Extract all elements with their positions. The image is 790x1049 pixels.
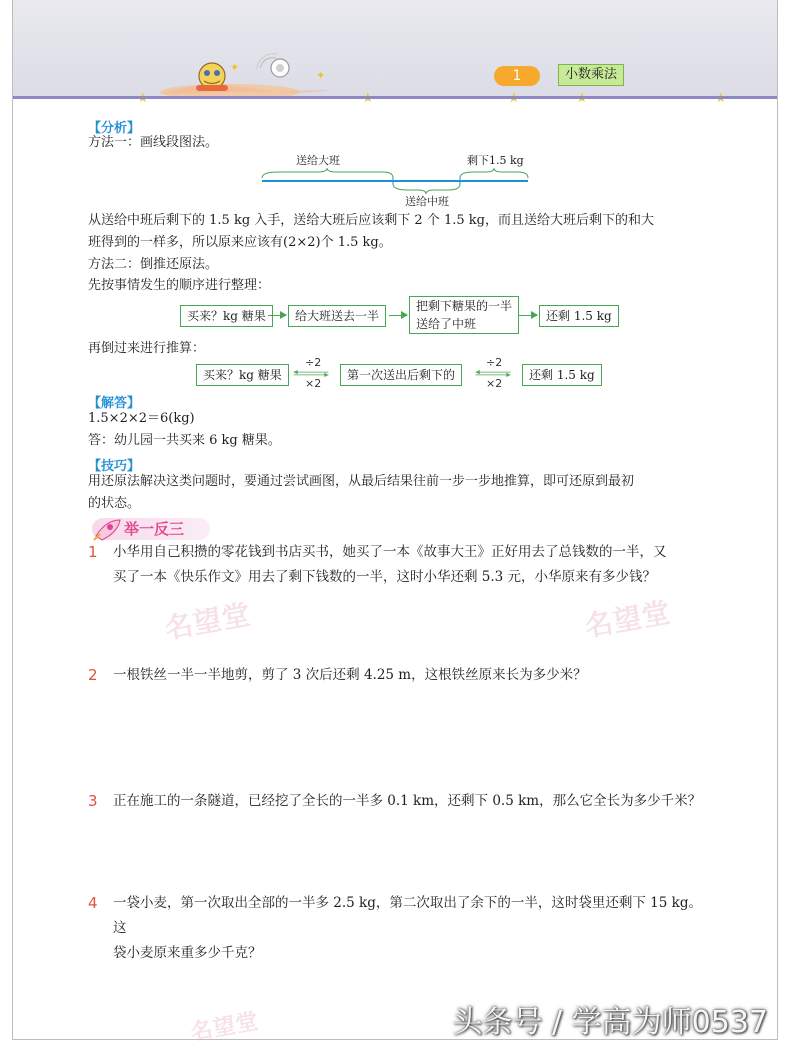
flow1-box-rest: 还剩 1.5 kg: [539, 305, 619, 327]
question-3-number: 3: [88, 792, 98, 810]
op-mul-label: ×2: [486, 377, 503, 390]
watermark-logo: 名望堂: [188, 1009, 262, 1046]
flow2-box-buy: 买来？kg 糖果: [196, 364, 289, 386]
line-segment-diagram: [258, 168, 533, 194]
star-icon: ✦: [316, 69, 326, 82]
flow1-arrow: [519, 315, 537, 316]
watermark-logo: 名望堂: [582, 595, 674, 644]
question-1-line1: 小华用自己积攒的零花钱到书店买书，她买了一本《故事大王》正好用去了总钱数的一半，又: [113, 544, 667, 560]
star-icon: ✦: [230, 61, 240, 74]
para1-line2: 班得到的一样多，所以原来应该有(2×2)个 1.5 kg。: [88, 235, 392, 250]
diagram-label-rest: 剩下1.5 kg: [467, 154, 524, 167]
tips-line1: 用还原法解决这类问题时，要通过尝试画图，从最后结果往前一步一步地推算，即可还原到最初: [88, 474, 635, 489]
question-1-line2: 买了一本《快乐作文》用去了剩下钱数的一半，这时小华还剩 5.3 元，小华原来有多少钱？: [113, 569, 657, 585]
flow1-box-buy: 买来？kg 糖果: [180, 305, 273, 327]
question-1-text: [113, 540, 713, 590]
question-4-number: 4: [88, 894, 98, 912]
double-arrow-icon: [284, 370, 338, 377]
question-4-line2: 袋小麦原来重多少千克？: [113, 945, 262, 961]
step-intro: 先按事情发生的顺序进行整理：: [88, 278, 271, 293]
flow2-box-mid: 第一次送出后剩下的: [340, 364, 462, 386]
reverse-intro: 再倒过来进行推算：: [88, 341, 206, 356]
method1-line: 方法一：画线段图法。: [88, 135, 219, 150]
flow2-box-rest: 还剩 1.5 kg: [522, 364, 602, 386]
flow1-box-mid-line2: 送给了中班: [416, 317, 477, 331]
flow1-box-mid-line1: 把剩下糖果的一半: [416, 299, 513, 313]
question-3-text: 正在施工的一条隧道，已经挖了全长的一半多 0.1 km，还剩下 0.5 km，那么它全长为多少千米？: [113, 793, 702, 809]
op-div-label: ÷2: [486, 356, 503, 369]
question-2-number: 2: [88, 666, 98, 684]
question-4-text: [113, 891, 713, 966]
watermark-logo: 名望堂: [162, 597, 254, 646]
footer-watermark: 头条号 / 学高为师0537: [452, 1005, 768, 1040]
para1-line1: 从送给中班后剩下的 1.5 kg 入手，送给大班后应该剩下 2 个 1.5 kg，而且送给大班后剩下的和大: [88, 213, 654, 228]
chapter-title: 小数乘法: [558, 64, 624, 86]
op-mul-label: ×2: [305, 377, 322, 390]
question-4-line1: 一袋小麦，第一次取出全部的一半多 2.5 kg，第二次取出了余下的一半，这时袋里还剩下 15 kg。这: [113, 895, 702, 936]
method2-line: 方法二：倒推还原法。: [88, 257, 219, 272]
flow1-arrow: [389, 315, 407, 316]
answer-result: 答：幼儿园一共买来 6 kg 糖果。: [88, 433, 281, 448]
practice-title: 举一反三: [92, 518, 210, 540]
analysis-tag: 【分析】: [88, 121, 141, 136]
question-1-number: 1: [88, 543, 98, 561]
rocket-icon: [92, 516, 122, 542]
diagram-label-big: 送给大班: [296, 154, 340, 167]
page-number-badge: 1: [494, 66, 540, 86]
answer-formula: 1.5×2×2＝6(kg): [88, 411, 195, 426]
flow1-box-big: 给大班送去一半: [288, 305, 386, 327]
op-div-label: ÷2: [305, 356, 322, 369]
double-arrow-icon: [466, 370, 520, 377]
tips-tag: 【技巧】: [88, 459, 141, 474]
tips-line2: 的状态。: [88, 496, 141, 511]
flow1-arrow: [268, 315, 286, 316]
answer-tag: 【解答】: [88, 396, 141, 411]
flow1-box-mid: [409, 296, 519, 334]
cartoon-illustration-icon: [160, 50, 330, 98]
question-2-text: 一根铁丝一半一半地剪，剪了 3 次后还剩 4.25 m，这根铁丝原来长为多少米？: [113, 667, 587, 683]
header-rule: [13, 96, 777, 99]
diagram-label-mid: 送给中班: [405, 195, 449, 208]
